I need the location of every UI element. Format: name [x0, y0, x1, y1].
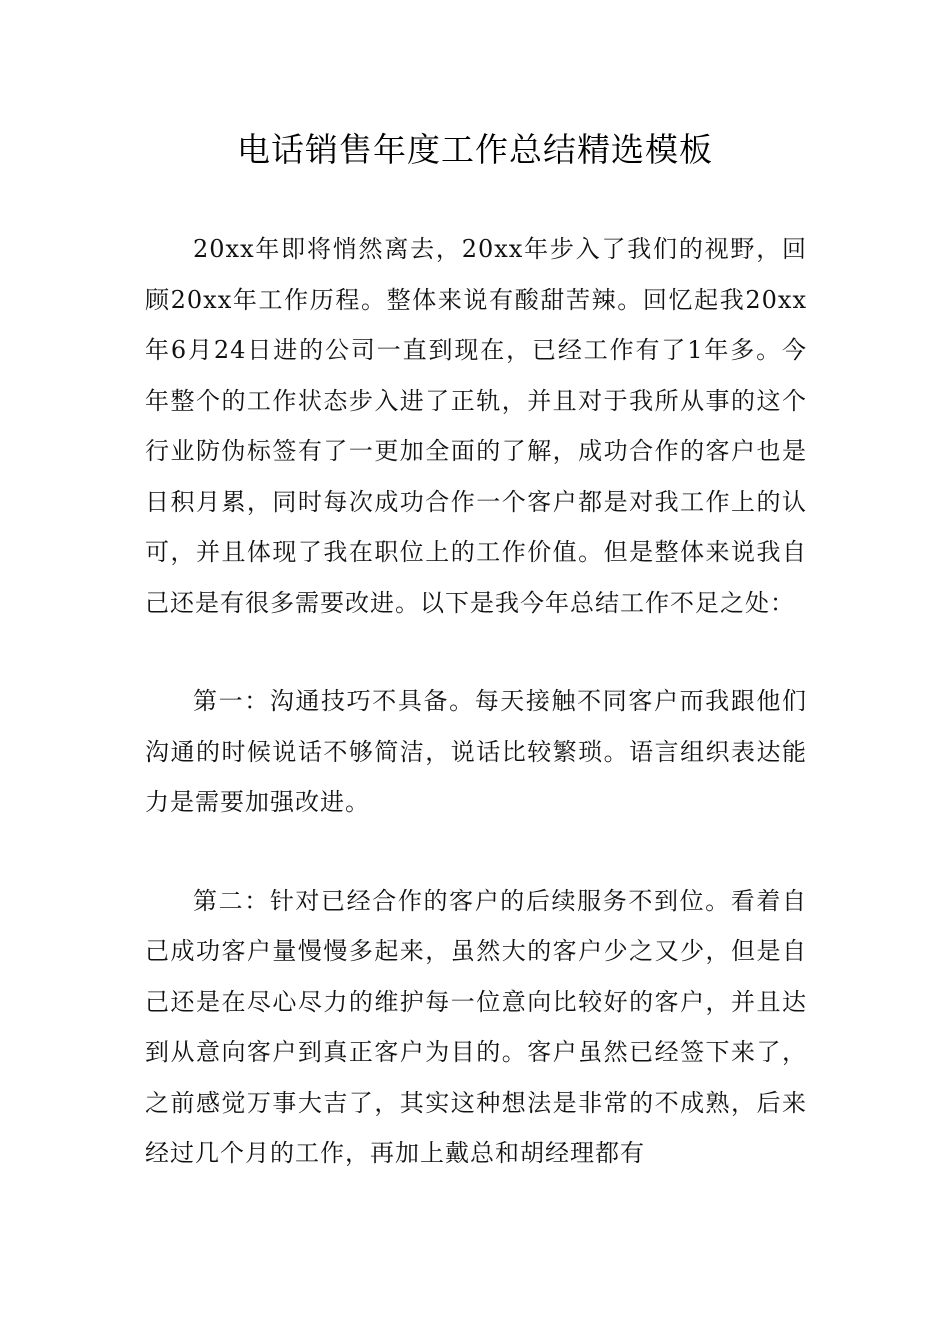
document-body	[145, 224, 807, 1179]
paragraph-intro: 20xx年即将悄然离去，20xx年步入了我们的视野，回顾20xx年工作历程。整体来说有酸甜苦辣。回忆起我20xx年6月24日进的公司一直到现在，已经工作有了1年多。今年整个的工作状态步入进了正轨，并且对于我所从事的这个行业防伪标签有了一更加全面的了解，成功合作的客户也是日积月累，同时每次成功合作一个客户都是对我工作上的认可，并且体现了我在职位上的工作价值。但是整体来说我自己还是有很多需要改进。以下是我今年总结工作不足之处：	[145, 235, 807, 617]
paragraph-point-two: 第二：针对已经合作的客户的后续服务不到位。看着自己成功客户量慢慢多起来，虽然大的客户少之又少，但是自己还是在尽心尽力的维护每一位意向比较好的客户，并且达到从意向客户到真正客户为目的。客户虽然已经签下来了，之前感觉万事大吉了，其实这种想法是非常的不成熟，后来经过几个月的工作，再加上戴总和胡经理都有	[145, 886, 807, 1167]
paragraph-point-one: 第一：沟通技巧不具备。每天接触不同客户而我跟他们沟通的时候说话不够简洁，说话比较繁琐。语言组织表达能力是需要加强改进。	[145, 687, 807, 816]
document-title: 电话销售年度工作总结精选模板	[237, 130, 713, 169]
